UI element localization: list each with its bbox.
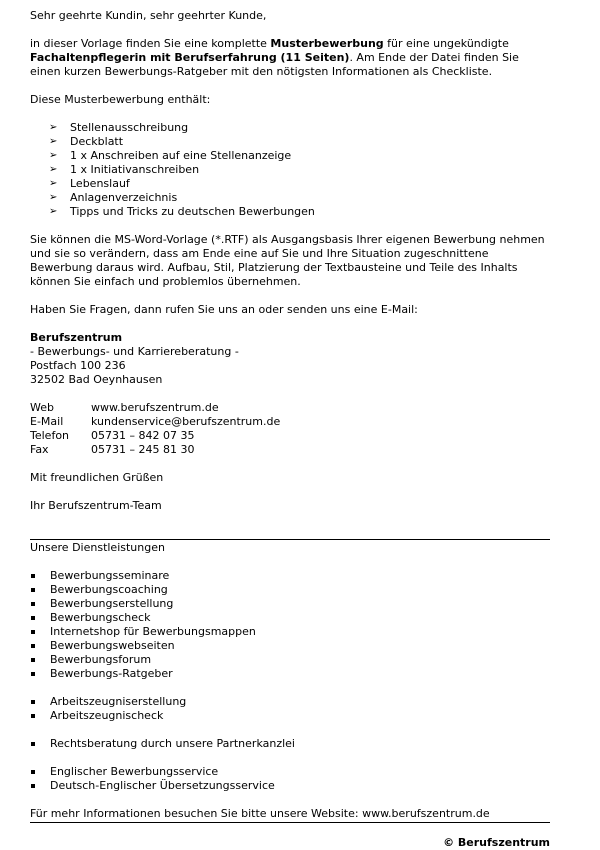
service-item-label: Bewerbungserstellung: [50, 597, 174, 610]
contact-label: Web: [30, 401, 54, 414]
square-bullet-icon: [31, 672, 35, 676]
divider-top: [30, 539, 550, 540]
word-template-paragraph: Sie können die MS-Word-Vorlage (*.RTF) als Ausgangsbasis Ihrer eigenen Bewerbung nehmen und sie so verändern, dass am Ende eine auf Sie und Ihre Situation zugeschnittene Bewerbung daraus wird. Aufbau, Stil, Platzierung der Textbausteine und Teile des Inhalts können Sie einfach und problemlos übernehmen.: [30, 233, 545, 288]
contact-label: Fax: [30, 443, 49, 456]
services-group: [30, 765, 550, 793]
square-bullet-icon: [31, 770, 35, 774]
contact-value: kundenservice@berufszentrum.de: [91, 415, 281, 428]
services-group: [30, 569, 550, 681]
arrow-bullet-icon: ➢: [49, 192, 58, 203]
services-group: [30, 695, 550, 723]
contact-row: [30, 401, 280, 415]
more-info-text: Für mehr Informationen besuchen Sie bitte unsere Website: www.berufszentrum.de: [30, 807, 490, 820]
square-bullet-icon: [31, 630, 35, 634]
service-item-label: Arbeitszeugnischeck: [50, 709, 164, 722]
service-item: [30, 737, 550, 751]
arrow-bullet-icon: ➢: [49, 136, 58, 147]
arrow-bullet-icon: ➢: [49, 206, 58, 217]
service-item: [30, 611, 550, 625]
service-item-label: Bewerbungsseminare: [50, 569, 170, 582]
contact-row: [30, 443, 280, 457]
contents-item: [30, 177, 550, 191]
service-item-label: Internetshop für Bewerbungsmappen: [50, 625, 256, 638]
service-item-label: Bewerbungscoaching: [50, 583, 168, 596]
contact-value: 05731 – 245 81 30: [91, 443, 195, 456]
service-item: [30, 709, 550, 723]
square-bullet-icon: [31, 602, 35, 606]
arrow-bullet-icon: ➢: [49, 178, 58, 189]
company-tagline: - Bewerbungs- und Karriereberatung -: [30, 345, 239, 358]
contact-label: Telefon: [30, 429, 70, 442]
contents-item: [30, 205, 550, 219]
intro-text-2: für eine ungekündigte: [383, 37, 509, 50]
square-bullet-icon: [31, 742, 35, 746]
contents-list: [30, 121, 550, 219]
services-group: [30, 737, 550, 751]
contents-item: [30, 135, 550, 149]
contact-value: 05731 – 842 07 35: [91, 429, 195, 442]
arrow-bullet-icon: ➢: [49, 150, 58, 161]
arrow-bullet-icon: ➢: [49, 164, 58, 175]
service-item-label: Englischer Bewerbungsservice: [50, 765, 219, 778]
contact-row: [30, 415, 280, 429]
contents-item-label: Lebenslauf: [70, 177, 130, 190]
services-heading: Unsere Dienstleistungen: [30, 541, 165, 554]
service-item-label: Arbeitszeugniserstellung: [50, 695, 187, 708]
company-postbox: Postfach 100 236: [30, 359, 126, 372]
square-bullet-icon: [31, 588, 35, 592]
square-bullet-icon: [31, 700, 35, 704]
intro-paragraph: [30, 37, 550, 79]
contents-item: [30, 163, 550, 177]
intro-text-3: . Am Ende der Datei finden Sie einen kurzen Bewerbungs-Ratgeber mit den nötigsten Informationen als Checkliste.: [30, 51, 519, 78]
contact-row: [30, 429, 280, 443]
service-item-label: Deutsch-Englischer Übersetzungsservice: [50, 779, 275, 792]
contents-item-label: 1 x Anschreiben auf eine Stellenanzeige: [70, 149, 292, 162]
square-bullet-icon: [31, 616, 35, 620]
square-bullet-icon: [31, 784, 35, 788]
contents-item: [30, 149, 550, 163]
service-item-label: Rechtsberatung durch unsere Partnerkanzlei: [50, 737, 295, 750]
contents-item-label: Stellenausschreibung: [70, 121, 189, 134]
contents-item-label: Tipps und Tricks zu deutschen Bewerbungen: [70, 205, 315, 218]
service-item: [30, 667, 550, 681]
contents-item: [30, 191, 550, 205]
square-bullet-icon: [31, 658, 35, 662]
contact-value: www.berufszentrum.de: [91, 401, 219, 414]
service-item-label: Bewerbungswebseiten: [50, 639, 175, 652]
service-item: [30, 653, 550, 667]
arrow-bullet-icon: ➢: [49, 122, 58, 133]
contents-item-label: 1 x Initiativanschreiben: [70, 163, 200, 176]
service-item-label: Bewerbungsforum: [50, 653, 152, 666]
services-section: [30, 569, 550, 793]
service-item: [30, 597, 550, 611]
company-name: [30, 331, 550, 345]
service-item-label: Bewerbungs-Ratgeber: [50, 667, 173, 680]
service-item: [30, 765, 550, 779]
contact-label: E-Mail: [30, 415, 64, 428]
square-bullet-icon: [31, 644, 35, 648]
intro-bold-2: Fachaltenpflegerin mit Berufserfahrung (11 Seiten): [30, 51, 350, 64]
document-page: [30, 9, 550, 823]
questions-text: Haben Sie Fragen, dann rufen Sie uns an oder senden uns eine E-Mail:: [30, 303, 418, 316]
intro-bold-1: Musterbewerbung: [270, 37, 384, 50]
contact-table: [30, 401, 280, 457]
service-item: [30, 583, 550, 597]
contents-heading: Diese Musterbewerbung enthält:: [30, 93, 211, 106]
company-name-text: Berufszentrum: [30, 331, 123, 344]
contents-item-label: Deckblatt: [70, 135, 124, 148]
company-city: 32502 Bad Oeynhausen: [30, 373, 163, 386]
signature: Ihr Berufszentrum-Team: [30, 499, 162, 512]
intro-text-1: in dieser Vorlage finden Sie eine komplette: [30, 37, 271, 50]
service-item: [30, 625, 550, 639]
contents-item: [30, 121, 550, 135]
service-item: [30, 695, 550, 709]
service-item-label: Bewerbungscheck: [50, 611, 151, 624]
square-bullet-icon: [31, 574, 35, 578]
copyright: © Berufszentrum: [443, 836, 550, 849]
salutation: Sehr geehrte Kundin, sehr geehrter Kunde,: [30, 9, 267, 22]
service-item: [30, 639, 550, 653]
service-item: [30, 569, 550, 583]
contents-item-label: Anlagenverzeichnis: [70, 191, 178, 204]
square-bullet-icon: [31, 714, 35, 718]
service-item: [30, 779, 550, 793]
greeting: Mit freundlichen Grüßen: [30, 471, 164, 484]
divider-bottom: [30, 822, 550, 823]
